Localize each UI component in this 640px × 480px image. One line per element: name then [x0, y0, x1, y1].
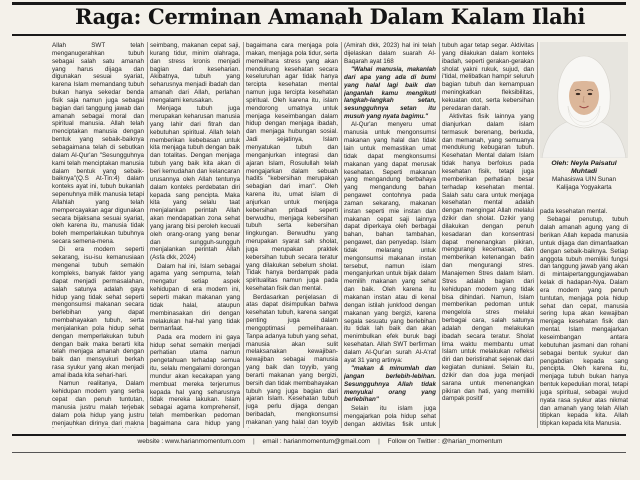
footer-separator: |	[378, 438, 380, 445]
paragraph: Berdasarkan penjelasan di atas dapat disimpulkan bahwa kesehatan tubuh, karena sangat penting juga dalam mengoptimasi pemeliharaan. Tanpa adanya tubuh yang sehat, manusia akan sulit melaksanakan kewajiban-kewajiban sebagai manusia yang baik dan toyyib, yang berarti makanan yang bergizi, bersih dan tidak membahayakan tubuh yang juga bagian dari ajaran Islam. Kesehatan tubuh juga perlu dijaga dengan beribadah, mengkonsumsi makanan yang halal dan toyyib	[246, 293, 338, 426]
article-column-2	[150, 42, 240, 428]
footer-separator: |	[253, 438, 255, 445]
article-column-6	[540, 208, 628, 428]
paragraph: Pada era modern ini gaya hidup sehat semakin menjadi perhatian utama namun pengetahuan terhadap semua itu, selalu mengalami dorongan mundur akan kecakapan yang membuat mereka terjerumus kepada hal yang seharusnya tidak mereka lakukan. Islam sebagai agama komprehensif, telah memberikan pedoman bagaimana cara hidup yang	[150, 333, 240, 427]
paragraph: Namun realitanya, Dalam kehidupan modern yang serba cepat dan penuh tuntutan, manusia justru malah terjebak dalam pola hidup yang justru menjauhkan dirinya dari makna	[52, 380, 144, 427]
author-photo	[540, 42, 628, 158]
article-column-4	[344, 42, 436, 428]
paragraph: (Amirah dkk, 2023) hal ini telah dijelaskan dalam suarah Al-Baqarah ayat 168	[344, 42, 436, 65]
column-divider	[243, 42, 244, 428]
paragraph: Dalam hal ini, Islam sebagai agama yang sempurna, telah mengatur setiap aspek kehidupan di era modern ini, seperti makan makanan yang tidak halal, ataupun membinasakan diri dengan melakukan hal-hal yang tidak bermanfaat.	[150, 262, 240, 333]
article-column-3	[246, 42, 338, 428]
column-divider	[341, 42, 342, 428]
footer-website[interactable]: website : www.harianmomentum.com	[137, 438, 246, 445]
article-column-5	[442, 42, 534, 428]
paragraph: Menjaga tubuh juga merupakan keharusan manusia yang lahir dari fitrah dan kebutuhan spiritual. Allah telah memberikan kebebasan untuk kita menjaga tubuh dengan baik dan totalitas. Dengan menjaga tubuh yang baik kita akan di beri kemudahan dan kelancaran urusannya oleh Allah tentunya dalam konteks perdebatan diri kepada sang pencipta. Maka kita yang selalu taat menjalankan perintah Allah akan mendapatkan zona sehat yang jarang bisi peroleh kecuali oleh orang-orang yang benar dan sungguh-sungguh menjalankan perintah Allah (Asfa dkk, 2024)	[150, 105, 240, 262]
column-divider	[537, 42, 538, 428]
quote-paragraph: "Wahai manusia, makanlah dari apa yang ada di bumi yang halal lagi baik dan janganlah kamu mengikuti langkah-langkah setan, sesungguhnya setan itu musuh yang nyata bagimu."	[344, 66, 436, 121]
author-affiliation: Mahasiswa UIN Sunan Kalijaga Yogyakarta	[551, 176, 617, 191]
paragraph: pada kesehatan mental.	[540, 208, 608, 215]
footer-email[interactable]: email : harianmomentum@gmail.com	[262, 438, 371, 445]
quote-paragraph: "makan & minumlah dan jangan berlebih-lebihan. Sesungguhnya Allah tidak menyukai orang yang berlebihan"	[344, 365, 436, 404]
page-margin	[0, 454, 640, 480]
footer-twitter[interactable]: Follow on Twitter : @harian_momentum	[387, 438, 503, 445]
footer-rule-top	[12, 434, 626, 436]
article-column-1	[52, 42, 144, 428]
paragraph: Al-Qur'an menyeru umat manusia untuk mengonsumsi makanan yang halal dan tidak lain untuk memastikan umat tidak dapat mengkonsumsi makanan yang dapat merusak kesehatan. Seperti makanan yang mengandung berbahaya yang mengandung bahan pengawet contohnya pada zaman sekarang, makanan instan seperti mie instan dan makanan cepat saji lainnya dapat diperkaya oleh berbagai bahan, bahan tambahan, pengawet, dan penyedap. Islam tidak melarang untuk mengonsumsi makanan instan tersebut, namun islam menganjurkan untuk bijak dalam memilih makanan yang sehat dan baik. Oleh karena itu makanan instan atau di kenal dengan istilah junkfood dengan makanan yang bergizi, karena segala sesuatu yang berlebihan itu tidak lah baik dan akan menimbulkan efek buruk bagi kesehatan. Allah SWT berfirman dalam Al-Qur'an surah Al-A'raf ayat 31 yang artinya:	[344, 121, 436, 364]
paragraph: bagaimana cara menjaga pola makan, menjaga pola tidur, serta memelihara stress yang akan mendukung kesehatan secara keseluruhan agar tidak hanya tercipta kesehatan mental namun juga tercipta kesehatan spiritual. Oleh karena itu, islam mendorong umatnya untuk menjaga keseimbangan dalam hidup dengan menjaga ibadah, dan menjaga hubungan sosial. Jadi sejatinya, Islam menyatukan tubuh dan menganjurkan integrasi dan ajaran Islam, Rosulullah telah mengajarkan dalam sebuah hadits "kebersihan merupakan sebagian dari iman". Oleh karena itu, umat islam di anjurkan untuk menjaga kebersihan pribadi seperti berwudhu, menjaga kebersihan tubuh serta kebersihan lingkungan. Berwudhu yang merupakan syarat sah sholat, juga merupakan praktek kebersihan tubuh secara teratur yang dilakukan sebelum sholat. Tidak hanya berdampak pada spiritualitas namun juga pada kesehatan fisik dan mental.	[246, 42, 338, 293]
header-rule-bottom	[12, 34, 626, 36]
paragraph: Sebagai penutup, tubuh dalah amanah agung yang di berikan Allah kepada manusia untuk dijaga dan dimanfaatkan dengan sebaik-baiknya. Setiap anggota tubuh memiliki fungsi dan tanggung jawab yang akan di mintaipertanggungjawaban kelak di hadapan-Nya. Dalam era modern yang penuh tuntutan, menjaga pola hidup sehat dan cepat, manusia sering lupa akan kewajiban menjaga kesehatan fisik dan mental. Islam mengajarkan keseimbangan antara kebutuhan jasmani dan rohani sebagai bentuk syukur dan pengabdian kepada sang pencipta. Oleh karena itu, menjaga tubuh bukan hanya bentuk kepedulian moral, tetapi juga spiritual, sebagai wujud nyata rasa syukur atas nikmat dan amanah yang telah Allah titipkan kepada kita. Allah titipkan kepada kita Manusia.	[540, 216, 628, 428]
paragraph: seimbang, makanan cepat saji, kurang tidur, minim olahraga, dan stress kronis menjadi bagian dari keseharian. Akibatnya, tubuh yang seharusnya menjadi ibadah dan amanah dari Allah, perlahan mengalami kerusakan.	[150, 42, 240, 104]
column-divider	[147, 42, 148, 428]
author-byline	[540, 160, 628, 191]
author-portrait-image	[540, 42, 628, 158]
paragraph: Selain itu islam juga mengajarkan pola hidup sehat dengan aktivitas fisik untuk	[344, 404, 436, 428]
paragraph: Di era modern seperti sekarang, isu-isu kemanusiaan mengenai tubuh semakin kompleks, banyak faktor yang dapat menjadi permasalahan, salah satunya adalah gaya hidup yang tidak sehat seperti mengonsumsi makanan secara berlebihan yang dapat membahayakan tubuh, serta menjalankan pola hidup sehat dengan memperlakukan tubuh dengan baik maka berarti kita telah menjaga amanah dengan baik dan mensyukuri berkah rasa syukur yang akan menjadi amal ibada kita sehari-hari.	[52, 246, 144, 379]
page-footer	[0, 438, 640, 450]
paragraph: tubuh agar tetap segar. Aktivitas yang dilakukan dalam konteks ibadah, seperti gerakan-gerakan sholat yakni rukuk, sujud, dan i'tidal, melibatkan hampir seluruh bagian tubuh dan kemampuan meningkatkan fleksibilitas, kekuatan otot, serta kebersihan peredaran darah.	[442, 42, 534, 112]
paragraph: Allah SWT telah menganugerahkan tubuh sebagai salah satu amanah yang harus dijaga dan digunakan sesuai syariat, karena Islam memandang tubuh bukan hanya sekedar benda fisik saja namun juga sebagai bagian dari tanggung jawab dan amanah sebagai moral dan spiritual manusia. Allah telah menciptakan manusia dengan bentuk yang sebaik-baiknya sebagaimana telah di sebutkan dalam Al-Qur'an "Sesungguhnya kami telah menciptakan manusia dalam bentuk yang sebaik-baiknya"(Q.S At-Tin:4) dalam konteks ayat ini, tubuh bukanlah sepenuhnya milik manusia tetapi Allahlah yang telah mempercayakan agar digunakan secara bijaksana sesuai syariat, oleh karena itu, manusia tidak boleh memperlakukan tubuhnya secara semena-mena.	[52, 42, 144, 246]
column-divider	[439, 42, 440, 428]
article-title: Raga: Cerminan Amanah Dalam Kalam Ilahi	[74, 4, 586, 29]
footer-rule-bottom	[12, 452, 626, 453]
author-name: Oleh: Neyla Paisatul Muhtadi	[551, 160, 617, 175]
paragraph: Aktivitas fisik lainnya yang dianjurkan dalam islam termasuk berenang, berkuda, dan memanah, yang semuanya mendukung kebugaran tubuh. Kesehatan Mental dalam Islam tidak hanya berfokus pada kesehatan fisik, tetapi juga memberikan perhatian besar terhadap kesehatan mental. Salah satu cara untuk menjaga kesehatan mental adalah dengan mengingat Allah melalui dzikir dan sholat. Dzikir yang dilakukan dengan penuh kesadaran dan konsentrasi dapat menenangkan pikiran, mengurangi kecemasan, dan memberikan ketenangan batin dan mengurangi stres. Manajemen Stres dalam Islam. Stres adalah bagian dari kehidupan modern yang tidak bisa dihindari. Namun, Islam memberikan pedoman untuk mengelola stres melalui berbagai cara, salah satunya adalah dengan melakukan ibadah secara teratur. Sholat lima waktu membantu umat Islam untuk melakukan refleksi diri dan beristirahat sejenak dari kegiatan duniawi. Selain itu, dzikir dan doa juga menjadi sarana untuk menenangkan pikiran dan hati, yang memiliki dampak positif	[442, 113, 534, 403]
